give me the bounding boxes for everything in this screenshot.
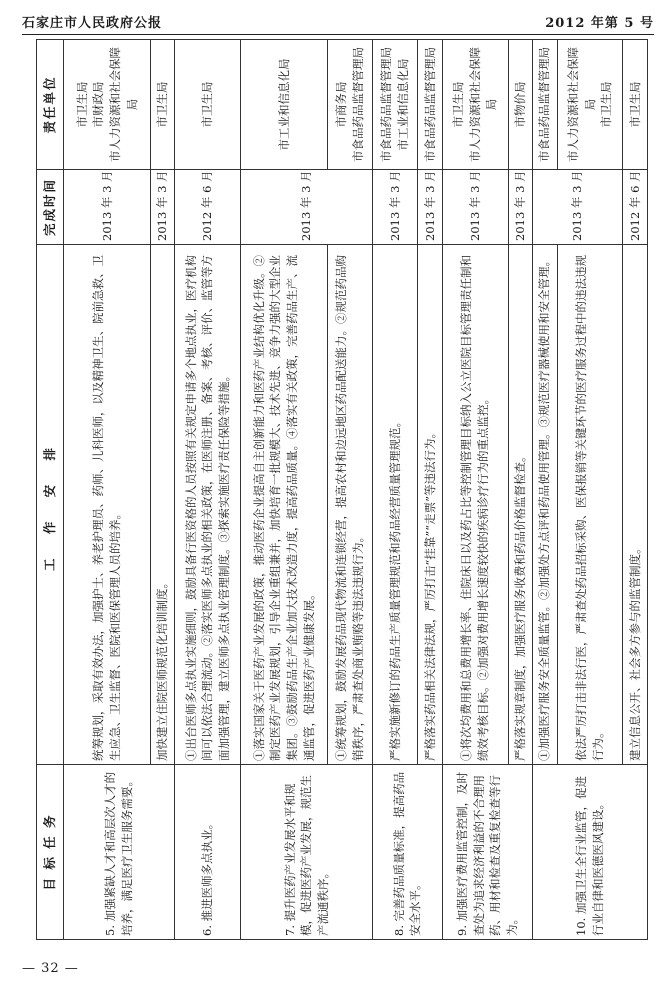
- unit-name: 市物价局: [512, 81, 527, 128]
- unit-cell: [372, 40, 417, 170]
- time-cell: 2013 年 3 月: [372, 170, 417, 245]
- unit-name: 市商务局: [334, 81, 349, 128]
- unit-cell: [418, 40, 442, 170]
- arrangement-cell: 统筹规划，采取有效办法，加强护士、养老护理员、药师、儿科医师，以及精神卫生、院前急救、卫生应急、卫生监督、医院和医保管理人员的培养。: [64, 245, 151, 765]
- time-cell: 2013 年 3 月: [150, 170, 174, 245]
- arrangement-cell: ①落实国家关于医药产业发展的政策，推动医药企业提高自主创新能力和医药产业结构优化升级。②制定医药产业发展规划，引导企业重组兼并，加快培育一批规模大、技术先进、竞争力强的大型企业集团。③鼓励药品生产企业加大技术改造力度，提高药品质量。④落实有关政策，完善药品生产、流通监管，促进医药产业健康发展。: [241, 245, 328, 765]
- time-cell: 2012 年 6 月: [623, 170, 648, 245]
- goal-cell: 9. 加强医疗费用监管控制，及时查处为追求经济利益的不合理用药、用材和检查及重复检查等行为。: [442, 765, 532, 940]
- unit-name: 市食品药品监督管理局: [422, 47, 437, 162]
- table-row: [64, 40, 151, 940]
- unit-cell: [442, 40, 508, 170]
- unit-cell: [533, 40, 557, 170]
- unit-name: 市人力资源和社会保障局: [107, 47, 139, 162]
- task-table: [36, 39, 648, 940]
- unit-name: 市卫生局: [155, 81, 170, 128]
- unit-cell: [175, 40, 241, 170]
- table-header-row: [37, 40, 64, 940]
- time-cell: 2012 年 6 月: [175, 170, 241, 245]
- page-number: — 32 —: [22, 961, 79, 976]
- table-row: [533, 40, 557, 940]
- unit-cell: [557, 40, 623, 170]
- arrangement-cell: 严格落实药品相关法律法规，严厉打击“挂靠”“走票”等违法行为。: [418, 245, 442, 765]
- arrangement-cell: 建立信息公开、社会多方参与的监管制度。: [623, 245, 648, 765]
- unit-name: 市工业和信息化局: [276, 58, 291, 151]
- header-time: 完成时间: [37, 170, 64, 245]
- unit-cell: [508, 40, 532, 170]
- unit-name: 市卫生局: [599, 81, 614, 128]
- header-rule: [22, 34, 654, 35]
- goal-cell: 5. 加强紧缺人才和高层次人才的培养，满足医疗卫生服务需要。: [64, 765, 175, 940]
- unit-cell: [623, 40, 648, 170]
- table-row: [241, 40, 328, 940]
- unit-name: 市财政局: [91, 81, 106, 128]
- time-cell: 2013 年 3 月: [442, 170, 508, 245]
- unit-cell: [64, 40, 151, 170]
- unit-name: 市卫生局: [74, 81, 89, 128]
- unit-cell: [327, 40, 372, 170]
- unit-name: 市人力资源和社会保障局: [467, 47, 499, 162]
- page-header: [22, 10, 654, 32]
- arrangement-cell: ①统筹规划，鼓励发展药品现代物流和连锁经营，提高农村和边远地区药品配送能力。②规范药品购销秩序，严肃查处商业贿赂等违法违规行为。: [327, 245, 372, 765]
- arrangement-cell: 严格落实规章制度，加强医疗服务收费和药品价格监督检查。: [508, 245, 532, 765]
- time-cell: 2013 年 3 月: [64, 170, 151, 245]
- unit-name: 市食品药品监督管理局: [379, 47, 394, 162]
- publication-title: 石家庄市人民政府公报: [22, 15, 163, 31]
- table-row: [442, 40, 508, 940]
- unit-name: 市食品药品监督管理局: [537, 47, 552, 162]
- goal-cell: 6. 推进医师多点执业。: [175, 765, 241, 940]
- arrangement-cell: ①出台医师多点执业实施细则，鼓励具备行医资格的人员按照有关规定申请多个地点执业，医疗机构间可以依法合理流动。②落实医师多点执业的相关政策，在医师注册、备案、考核、评价、监管等方面加强管理，建立医师多点执业管理制度。③探索实施医疗责任保险等措施。: [175, 245, 241, 765]
- arrangement-cell: 依法严厉打击非法行医，严肃查处药品招标采购、医保报销等关键环节的医疗服务过程中的违法违规行为。: [557, 245, 623, 765]
- time-cell: 2013 年 3 月: [241, 170, 373, 245]
- header-unit: 责任单位: [37, 40, 64, 170]
- rotated-table-container: [36, 40, 648, 940]
- arrangement-cell: ①加强医疗服务安全质量监管。②加强处方点评和药品使用管理。③规范医疗器械使用和安全管理。: [533, 245, 557, 765]
- table-row: [372, 40, 417, 940]
- unit-name: 市人力资源和社会保障局: [565, 47, 597, 162]
- unit-cell: [241, 40, 328, 170]
- unit-name: 市卫生局: [200, 81, 215, 128]
- table-body: [64, 40, 648, 940]
- time-cell: 2013 年 3 月: [418, 170, 442, 245]
- goal-cell: 7. 提升医药产业发展水平和规模，促进医药产业发展，规范生产流通秩序。: [241, 765, 373, 940]
- issue-number: 2012 年第 5 号: [545, 15, 654, 31]
- table-row: [175, 40, 241, 940]
- header-arrangement: 工 作 安 排: [37, 245, 64, 765]
- unit-cell: [150, 40, 174, 170]
- time-cell: 2013 年 3 月: [508, 170, 532, 245]
- unit-name: 市工业和信息化局: [396, 58, 411, 151]
- header-goal: 目 标 任 务: [37, 765, 64, 940]
- arrangement-cell: 严格实施新修订的药品生产质量管理规范和药品经营质量管理规范。: [372, 245, 417, 765]
- unit-name: 市卫生局: [627, 81, 642, 128]
- arrangement-cell: ①将次均费用和总费用增长率、住院床日以及药占比等控制管理目标纳入公立医院目标管理责任制和绩效考核目标。②加强对费用增长速度较快的疾病诊疗行为的重点监控。: [442, 245, 508, 765]
- arrangement-cell: 加快建立住院医师规范化培训制度。: [150, 245, 174, 765]
- time-cell: 2013 年 3 月: [533, 170, 623, 245]
- goal-cell: 10. 加强卫生全行业监管，促进行业自律和医德医风建设。: [533, 765, 648, 940]
- unit-name: 市食品药品监督管理局: [350, 47, 365, 162]
- unit-name: 市卫生局: [451, 81, 466, 128]
- goal-cell: 8. 完善药品质量标准，提高药品安全水平。: [372, 765, 442, 940]
